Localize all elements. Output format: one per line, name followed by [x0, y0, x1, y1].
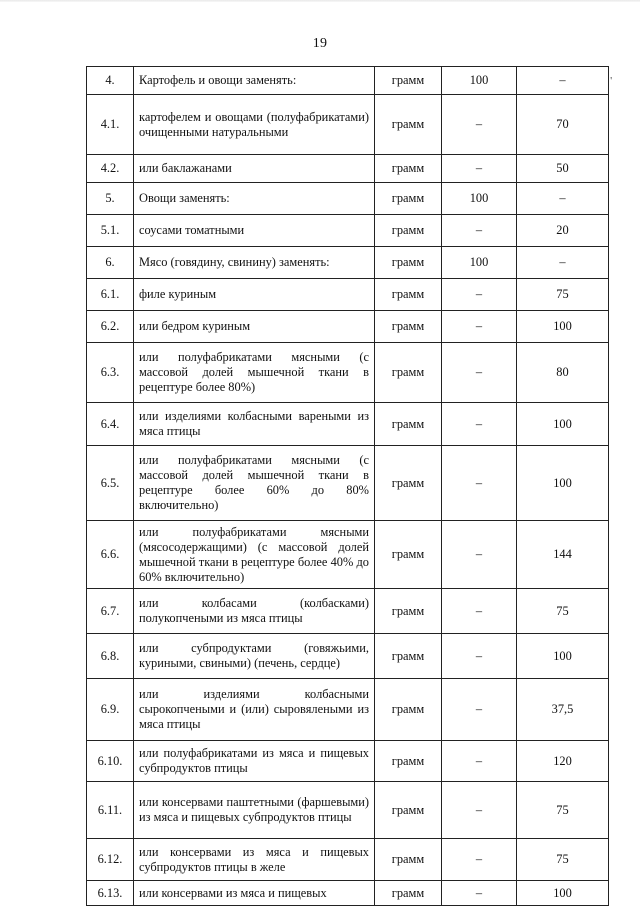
replacement-amount-cell: 100 — [517, 881, 609, 906]
row-number: 6. — [87, 247, 134, 279]
replacement-amount-cell: 75 — [517, 839, 609, 881]
replacement-amount-cell: 80 — [517, 343, 609, 403]
row-number: 6.11. — [87, 782, 134, 839]
base-amount-cell: – — [442, 343, 517, 403]
replacement-amount-cell: 75 — [517, 782, 609, 839]
replacement-amount-cell: 100 — [517, 403, 609, 446]
replacement-amount-cell: – — [517, 67, 609, 95]
unit-cell: грамм — [375, 215, 442, 247]
unit-cell: грамм — [375, 782, 442, 839]
product-name: Овощи заменять: — [134, 183, 375, 215]
replacement-amount-cell: – — [517, 247, 609, 279]
base-amount-cell: – — [442, 521, 517, 589]
unit-cell: грамм — [375, 521, 442, 589]
base-amount-cell: – — [442, 741, 517, 782]
table-row — [87, 839, 609, 881]
row-number: 6.9. — [87, 679, 134, 741]
row-number: 6.4. — [87, 403, 134, 446]
row-number: 6.5. — [87, 446, 134, 521]
product-name: или консервами из мяса и пищевых субпродуктов птицы в желе — [134, 839, 375, 881]
base-amount-cell: – — [442, 679, 517, 741]
table-row — [87, 881, 609, 906]
unit-cell: грамм — [375, 279, 442, 311]
table-row — [87, 446, 609, 521]
table-row — [87, 782, 609, 839]
table-row — [87, 311, 609, 343]
base-amount-cell: 100 — [442, 247, 517, 279]
base-amount-cell: – — [442, 589, 517, 634]
product-name: или колбасами (колбасками) полукопчеными из мяса птицы — [134, 589, 375, 634]
unit-cell: грамм — [375, 679, 442, 741]
table-row — [87, 679, 609, 741]
base-amount-cell: – — [442, 155, 517, 183]
unit-cell: грамм — [375, 403, 442, 446]
base-amount-cell: – — [442, 446, 517, 521]
row-number: 4. — [87, 67, 134, 95]
replacement-amount-cell: 75 — [517, 589, 609, 634]
product-name: филе куриным — [134, 279, 375, 311]
replacement-amount-cell: 100 — [517, 634, 609, 679]
unit-cell: грамм — [375, 95, 442, 155]
table-row — [87, 215, 609, 247]
base-amount-cell: – — [442, 215, 517, 247]
base-amount-cell: – — [442, 279, 517, 311]
row-number: 4.2. — [87, 155, 134, 183]
unit-cell: грамм — [375, 839, 442, 881]
unit-cell: грамм — [375, 446, 442, 521]
product-name: или баклажанами — [134, 155, 375, 183]
base-amount-cell: – — [442, 311, 517, 343]
product-name: Мясо (говядину, свинину) заменять: — [134, 247, 375, 279]
table-row — [87, 741, 609, 782]
table-row — [87, 155, 609, 183]
table-row — [87, 95, 609, 155]
product-name: или полуфабрикатами из мяса и пищевых субпродуктов птицы — [134, 741, 375, 782]
product-name: соусами томатными — [134, 215, 375, 247]
base-amount-cell: – — [442, 881, 517, 906]
unit-cell: грамм — [375, 247, 442, 279]
product-name: картофелем и овощами (полуфабрикатами) очищенными натуральными — [134, 95, 375, 155]
row-number: 4.1. — [87, 95, 134, 155]
table-row — [87, 589, 609, 634]
product-name: Картофель и овощи заменять: — [134, 67, 375, 95]
unit-cell: грамм — [375, 183, 442, 215]
unit-cell: грамм — [375, 155, 442, 183]
replacement-amount-cell: 70 — [517, 95, 609, 155]
unit-cell: грамм — [375, 589, 442, 634]
table-row — [87, 247, 609, 279]
unit-cell: грамм — [375, 634, 442, 679]
product-name: или полуфабрикатами мясными (с массовой долей мышечной ткани в рецептуре более 60% до 80% включительно) — [134, 446, 375, 521]
table-row — [87, 67, 609, 95]
base-amount-cell: – — [442, 839, 517, 881]
replacement-amount-cell: 75 — [517, 279, 609, 311]
base-amount-cell: – — [442, 782, 517, 839]
row-number: 6.2. — [87, 311, 134, 343]
table-row — [87, 183, 609, 215]
base-amount-cell: 100 — [442, 183, 517, 215]
product-name: или полуфабрикатами мясными (с массовой долей мышечной ткани в рецептуре более 80%) — [134, 343, 375, 403]
row-number: 6.7. — [87, 589, 134, 634]
replacement-amount-cell: 100 — [517, 446, 609, 521]
unit-cell: грамм — [375, 741, 442, 782]
row-number: 6.13. — [87, 881, 134, 906]
row-number: 6.10. — [87, 741, 134, 782]
row-number: 6.3. — [87, 343, 134, 403]
base-amount-cell: – — [442, 634, 517, 679]
unit-cell: грамм — [375, 67, 442, 95]
row-number: 6.6. — [87, 521, 134, 589]
scan-top-edge — [0, 0, 640, 2]
base-amount-cell: – — [442, 95, 517, 155]
page-number: 19 — [312, 36, 328, 51]
unit-cell: грамм — [375, 343, 442, 403]
table-row — [87, 343, 609, 403]
table-row — [87, 403, 609, 446]
margin-mark: ' — [610, 76, 612, 87]
replacement-amount-cell: 20 — [517, 215, 609, 247]
product-name: или изделиями колбасными сырокопчеными и (или) сыровялеными из мяса птицы — [134, 679, 375, 741]
row-number: 5.1. — [87, 215, 134, 247]
replacement-amount-cell: 120 — [517, 741, 609, 782]
base-amount-cell: – — [442, 403, 517, 446]
table-row — [87, 521, 609, 589]
replacement-amount-cell: – — [517, 183, 609, 215]
product-name: или субпродуктами (говяжьими, куриными, свиными) (печень, сердце) — [134, 634, 375, 679]
product-name: или консервами из мяса и пищевых — [134, 881, 375, 906]
replacement-amount-cell: 100 — [517, 311, 609, 343]
row-number: 6.12. — [87, 839, 134, 881]
base-amount-cell: 100 — [442, 67, 517, 95]
row-number: 6.8. — [87, 634, 134, 679]
table-row — [87, 634, 609, 679]
product-name: или консервами паштетными (фаршевыми) из мяса и пищевых субпродуктов птицы — [134, 782, 375, 839]
unit-cell: грамм — [375, 881, 442, 906]
row-number: 6.1. — [87, 279, 134, 311]
table-row — [87, 279, 609, 311]
replacement-amount-cell: 144 — [517, 521, 609, 589]
food-substitution-table — [86, 66, 609, 906]
product-name: или полуфабрикатами мясными (мясосодержащими) (с массовой долей мышечной ткани в рецептуре более 40% до 60% включительно) — [134, 521, 375, 589]
product-name: или изделиями колбасными вареными из мяса птицы — [134, 403, 375, 446]
row-number: 5. — [87, 183, 134, 215]
replacement-amount-cell: 37,5 — [517, 679, 609, 741]
product-name: или бедром куриным — [134, 311, 375, 343]
replacement-amount-cell: 50 — [517, 155, 609, 183]
unit-cell: грамм — [375, 311, 442, 343]
